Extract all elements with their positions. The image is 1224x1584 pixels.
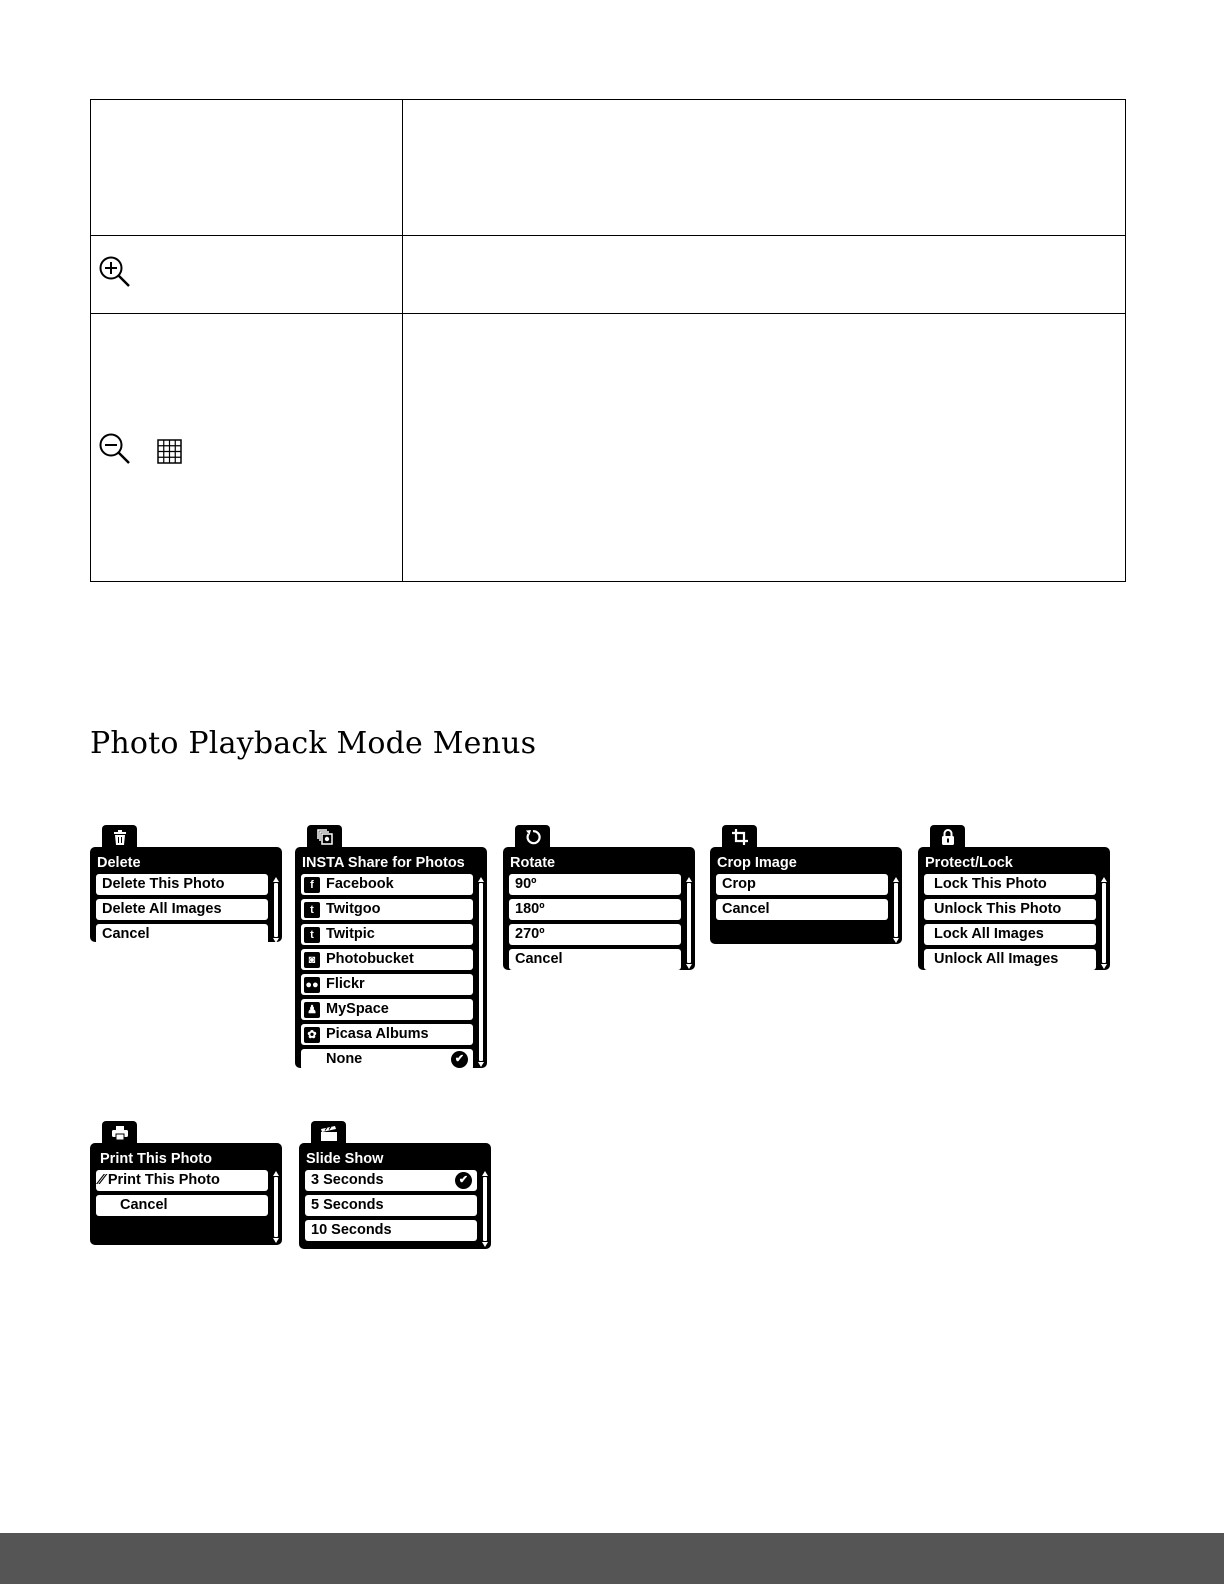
crop-icon — [732, 829, 748, 845]
table-cell-description — [403, 100, 1126, 236]
table-cell-description — [403, 236, 1126, 314]
menu-scrollbar[interactable] — [686, 877, 692, 969]
photobucket-icon: ◙ — [304, 952, 320, 968]
slideshow-menu-tab[interactable] — [311, 1121, 346, 1145]
table-cell-description — [403, 314, 1126, 582]
menu-item-10-seconds[interactable]: 10 Seconds — [305, 1220, 477, 1241]
protect-menu-tab[interactable] — [930, 825, 965, 849]
menu-item-cancel[interactable]: Cancel — [509, 949, 681, 970]
menu-title: Delete — [97, 855, 141, 871]
menu-item-crop[interactable]: Crop — [716, 874, 888, 895]
menu-item-twitgoo[interactable]: t Twitgoo — [301, 899, 473, 920]
thumbnail-grid-icon — [157, 439, 182, 464]
crop-menu-tab[interactable] — [722, 825, 757, 849]
menu-title: Rotate — [510, 855, 556, 871]
lock-icon — [941, 829, 955, 845]
menu-item-twitpic[interactable]: t Twitpic — [301, 924, 473, 945]
menu-item-myspace[interactable]: ♟ MySpace — [301, 999, 473, 1020]
print-menu-tab[interactable] — [102, 1121, 137, 1145]
delete-menu-tab[interactable] — [102, 825, 137, 849]
function-table — [90, 99, 1126, 582]
menu-item-none[interactable]: None ✔ — [301, 1049, 473, 1070]
menu-item-unlock-all-images[interactable]: Unlock All Images — [924, 949, 1096, 970]
facebook-icon: f — [304, 877, 320, 893]
menu-item-lock-all-images[interactable]: Lock All Images — [924, 924, 1096, 945]
menu-item-facebook[interactable]: f Facebook — [301, 874, 473, 895]
menu-title: Crop Image — [717, 855, 797, 871]
menu-title: Protect/Lock — [925, 855, 1013, 871]
picasa-icon: ✿ — [304, 1027, 320, 1043]
zoom-out-icon — [98, 432, 132, 466]
clapperboard-icon — [321, 1126, 337, 1141]
menu-item-delete-all-images[interactable]: Delete All Images — [96, 899, 268, 920]
rotate-icon — [525, 829, 541, 845]
section-title: Photo Playback Mode Menus — [90, 726, 537, 761]
menu-item-unlock-this-photo[interactable]: Unlock This Photo — [924, 899, 1096, 920]
share-icon — [317, 829, 333, 845]
menu-title: Slide Show — [306, 1151, 384, 1167]
menu-item-cancel[interactable]: Cancel — [716, 899, 888, 920]
table-cell-icon — [91, 314, 403, 582]
menu-item-180[interactable]: 180º — [509, 899, 681, 920]
checkmark-icon: ✔ — [451, 1051, 468, 1068]
menu-item-photobucket[interactable]: ◙ Photobucket — [301, 949, 473, 970]
menu-title: Print This Photo — [100, 1151, 212, 1167]
printer-icon — [112, 1126, 128, 1140]
trash-icon — [113, 830, 127, 845]
menu-item-cancel[interactable]: Cancel — [96, 924, 268, 945]
table-row — [91, 100, 1126, 236]
menu-scrollbar[interactable] — [482, 1171, 488, 1247]
table-cell-icon — [91, 100, 403, 236]
menu-title: INSTA Share for Photos — [302, 855, 465, 871]
menu-scrollbar[interactable] — [478, 877, 484, 1067]
flickr-icon: ●● — [305, 978, 319, 991]
menu-item-90[interactable]: 90º — [509, 874, 681, 895]
menu-item-lock-this-photo[interactable]: Lock This Photo — [924, 874, 1096, 895]
menu-scrollbar[interactable] — [893, 877, 899, 943]
checkmark-icon: ✔ — [455, 1172, 472, 1189]
rotate-menu-tab[interactable] — [515, 825, 550, 849]
menu-item-3-seconds[interactable]: 3 Seconds ✔ — [305, 1170, 477, 1191]
share-menu-tab[interactable] — [307, 825, 342, 849]
menu-item-delete-this-photo[interactable]: Delete This Photo — [96, 874, 268, 895]
menu-item-picasa-albums[interactable]: ✿ Picasa Albums — [301, 1024, 473, 1045]
menu-item-270[interactable]: 270º — [509, 924, 681, 945]
pictbridge-icon: ⁄⁄ — [99, 1172, 104, 1188]
page-footer-bar — [0, 1533, 1224, 1584]
zoom-in-icon — [98, 255, 132, 289]
myspace-icon: ♟ — [304, 1002, 320, 1018]
table-cell-icon — [91, 236, 403, 314]
twitgoo-icon: t — [304, 902, 320, 918]
twitpic-icon: t — [304, 927, 320, 943]
menu-scrollbar[interactable] — [273, 877, 279, 943]
menu-item-5-seconds[interactable]: 5 Seconds — [305, 1195, 477, 1216]
table-row — [91, 314, 1126, 582]
menu-scrollbar[interactable] — [1101, 877, 1107, 969]
menu-item-flickr[interactable]: ●● Flickr — [301, 974, 473, 995]
menu-item-cancel[interactable]: Cancel — [96, 1195, 268, 1216]
menu-item-print-this-photo[interactable]: ⁄⁄ Print This Photo — [96, 1170, 268, 1191]
menu-scrollbar[interactable] — [273, 1171, 279, 1243]
table-row — [91, 236, 1126, 314]
